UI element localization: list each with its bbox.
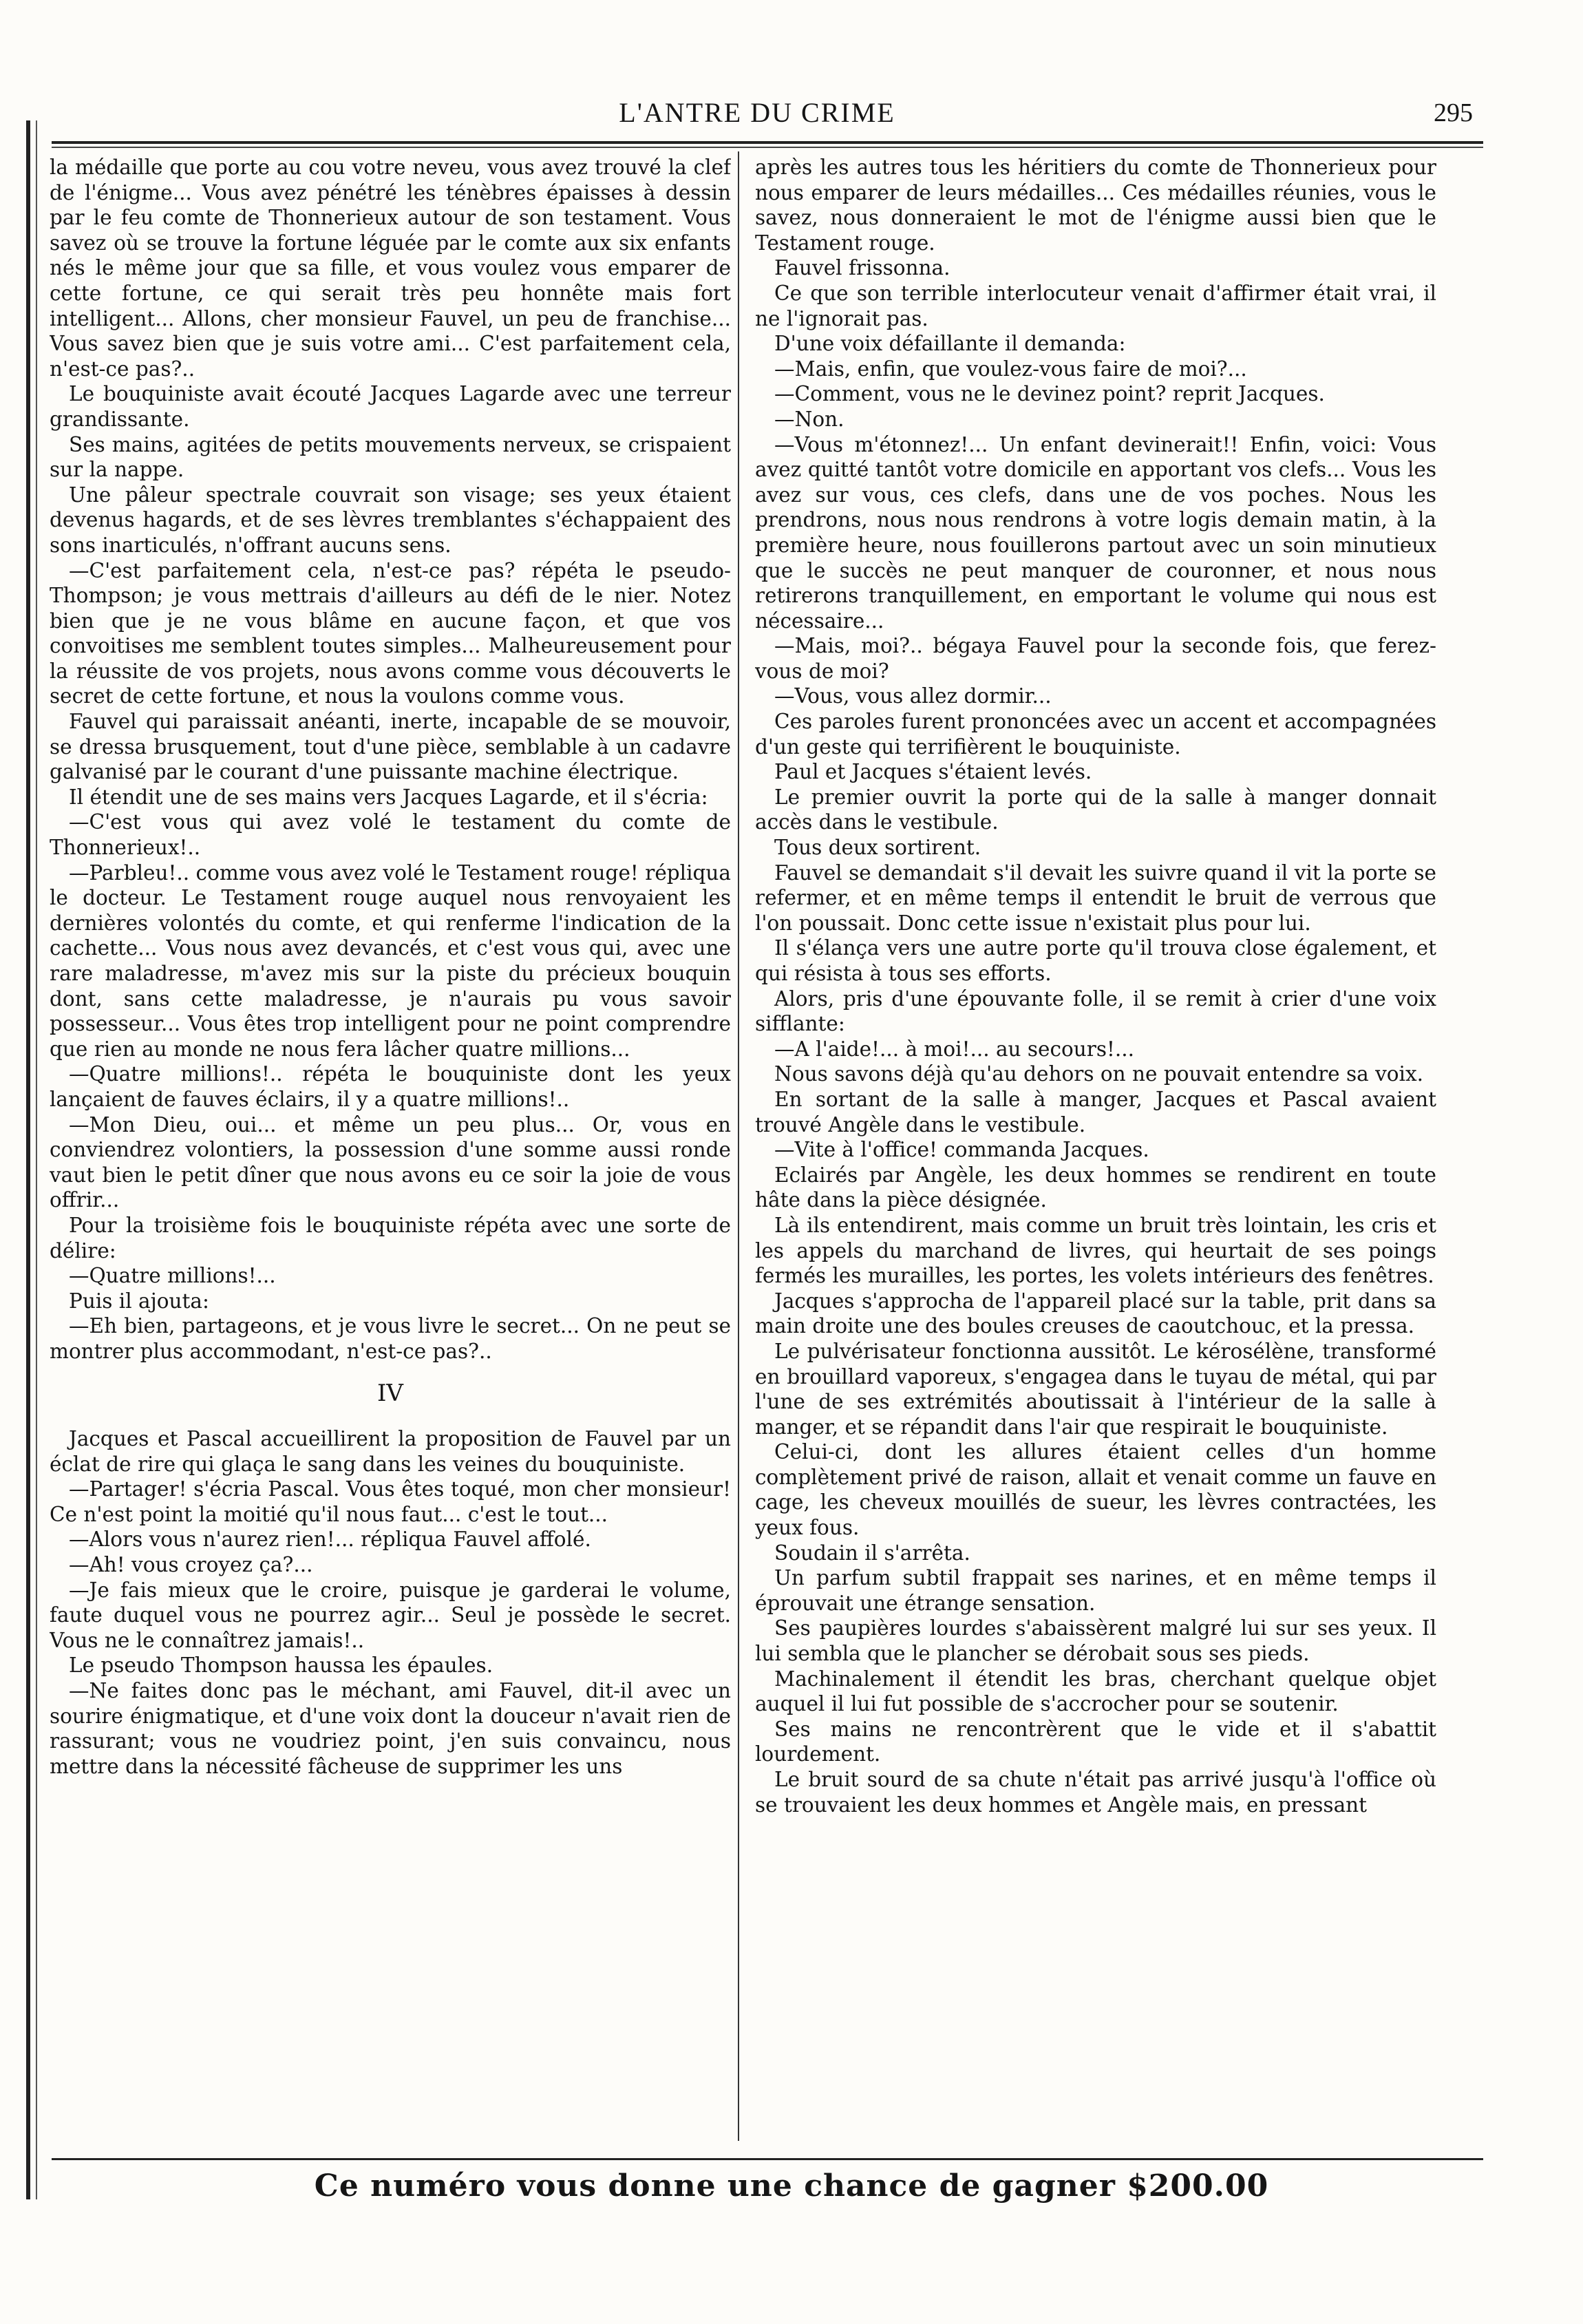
left-column [50, 155, 731, 2155]
running-title: L'ANTRE DU CRIME [619, 97, 895, 128]
right-column [755, 155, 1436, 2155]
paragraph: —Vous m'étonnez!... Un enfant devinerait!! Enfin, voici: Vous avez quitté tantôt votre domicile en apportant vos clefs... Vous les avez sur vous, ces clefs, dans une de vos poches. Nous les prendrons, nous nous rendrons à votre logis demain matin, à la première heure, nous fouillerons partout avec un soin minutieux que le succès ne peut manquer de couronner, et nous nous retirerons tranquillement, en emportant le volume qui nous est nécessaire... [755, 432, 1436, 633]
paragraph: —C'est parfaitement cela, n'est-ce pas? répéta le pseudo-Thompson; je vous mettrais d'ailleurs au défi de le nier. Notez bien que je ne vous blâme en aucune façon, et que vos convoitises me semblent toutes simples... Malheureusement pour la réussite de vos projets, nous avons comme vous découverts le secret de cette fortune, et nous la voulons comme vous. [50, 558, 731, 708]
paragraph: Puis il ajouta: [69, 1289, 209, 1313]
right-column-paragraphs [755, 155, 1436, 1817]
paragraph: —Eh bien, partageons, et je vous livre le secret... On ne peut se montrer plus accommodant, n'est-ce pas?.. [50, 1314, 731, 1363]
page-header [41, 96, 1473, 138]
paragraph: Ce que son terrible interlocuteur venait d'affirmer était vrai, il ne l'ignorait pas. [755, 281, 1436, 330]
paragraph: Jacques s'approcha de l'appareil placé sur la table, prit dans sa main droite une des boules creuses de caoutchouc, et la pressa. [755, 1289, 1436, 1338]
paragraph: Tous deux sortirent. [774, 836, 981, 860]
paragraph: Fauvel se demandait s'il devait les suivre quand il vit la porte se refermer, et en même temps il entendit le bruit de verrous que l'on poussait. Donc cette issue n'existait plus pour lui. [755, 860, 1436, 935]
paragraph: —Quatre millions!... [69, 1264, 276, 1288]
paragraph: Le bouquiniste avait écouté Jacques Lagarde avec une terreur grandissante. [50, 382, 731, 431]
page-number: 295 [1434, 98, 1473, 127]
paragraph: Nous savons déjà qu'au dehors on ne pouvait entendre sa voix. [774, 1062, 1423, 1086]
footer-banner: Ce numéro vous donne une chance de gagner $200.00 [314, 2168, 1269, 2204]
left-column-paragraphs [50, 155, 731, 1364]
paragraph: —Mon Dieu, oui... et même un peu plus... Or, vous en conviendrez volontiers, la possession d'une somme aussi ronde vaut bien le petit dîner que nous avons eu ce soir la joie de vous offrir... [50, 1112, 731, 1212]
paragraph: Paul et Jacques s'étaient levés. [774, 760, 1092, 784]
paragraph: après les autres tous les héritiers du comte de Thonnerieux pour nous emparer de leurs médailles... Ces médailles réunies, vous le savez, nous donneraient le mot de l'énigme aussi bien que le Testament rouge. [755, 156, 1436, 255]
paragraph: la médaille que porte au cou votre neveu, vous avez trouvé la clef de l'énigme... Vous avez pénétré les ténèbres épaisses à dessin par le feu comte de Thonnerieux autour de son testament. Vous savez où se trouve la fortune léguée par le comte aux six enfants nés le même jour que sa fille, et vous voulez vous emparer de cette fortune, ce qui serait très peu honnête mais fort intelligent... Allons, cher monsieur Fauvel, un peu de franchise... Vous savez bien que je suis votre ami... C'est parfaitement cela, n'est-ce pas?.. [50, 156, 731, 381]
column-divider [738, 151, 739, 2141]
paragraph: —Parbleu!.. comme vous avez volé le Testament rouge! répliqua le docteur. Le Testament rouge auquel nous renvoyaient les dernières volontés du comte, et qui renferme l'indication de la cachette... Vous nous avez devancés, et c'est vous qui, avec une rare maladresse, m'avez mis sur la piste du précieux bouquin dont, sans cette maladresse, je n'aurais pu vous savoir possesseur... Vous êtes trop intelligent pour ne point comprendre que rien au monde ne nous fera lâcher quatre millions... [50, 860, 731, 1061]
paragraph: Ses mains, agitées de petits mouvements nerveux, se crispaient sur la nappe. [50, 432, 731, 482]
paragraph: Le premier ouvrit la porte qui de la salle à manger donnait accès dans le vestibule. [755, 785, 1436, 834]
paragraph: Ces paroles furent prononcées avec un accent et accompagnées d'un geste qui terrifièrent le bouquiniste. [755, 710, 1436, 759]
paragraph: —Vous, vous allez dormir... [774, 684, 1052, 708]
paragraph: —Comment, vous ne le devinez point? reprit Jacques. [774, 382, 1325, 406]
paragraph: Là ils entendirent, mais comme un bruit très lointain, les cris et les appels du marchand de livres, qui heurtait de ses poings fermés les murailles, les portes, les volets intérieurs des fenêtres. [755, 1213, 1436, 1288]
paragraph: —Alors vous n'aurez rien!... répliqua Fauvel affolé. [69, 1528, 591, 1552]
paragraph: Le pulvérisateur fonctionna aussitôt. Le kérosélène, transformé en brouillard vaporeux, s'engagea dans le tuyau de métal, qui par l'une de ses extrémités aboutissait à l'intérieur de la salle à manger, et se répandit dans l'air que respirait le bouquiniste. [755, 1339, 1436, 1439]
paragraph: Eclairés par Angèle, les deux hommes se rendirent en toute hâte dans la pièce désignée. [755, 1163, 1436, 1212]
paragraph: —Ah! vous croyez ça?... [69, 1553, 313, 1577]
footer-rule [52, 2158, 1483, 2160]
paragraph: Le bruit sourd de sa chute n'était pas arrivé jusqu'à l'office où se trouvaient les deux hommes et Angèle mais, en pressant [755, 1768, 1436, 1817]
paragraph: Il s'élança vers une autre porte qu'il trouva close également, et qui résista à tous ses efforts. [755, 936, 1436, 985]
paragraph: Ses mains ne rencontrèrent que le vide et il s'abattit lourdement. [755, 1717, 1436, 1766]
paragraph: Machinalement il étendit les bras, cherchant quelque objet auquel il lui fut possible de s'accrocher pour se soutenir. [755, 1667, 1436, 1716]
paragraph: —A l'aide!... à moi!... au secours!... [774, 1037, 1135, 1061]
paragraph: Il étendit une de ses mains vers Jacques Lagarde, et il s'écria: [69, 785, 708, 809]
paragraph: —Quatre millions!.. répéta le bouquiniste dont les yeux lançaient de fauves éclairs, il y a quatre millions!.. [50, 1062, 731, 1111]
paragraph: En sortant de la salle à manger, Jacques et Pascal avaient trouvé Angèle dans le vestibule. [755, 1087, 1436, 1137]
paragraph: Le pseudo Thompson haussa les épaules. [69, 1654, 493, 1678]
left-edge-border [26, 120, 30, 2199]
paragraph: —Mais, enfin, que voulez-vous faire de moi?... [774, 357, 1247, 381]
paragraph: Ses paupières lourdes s'abaissèrent malgré lui sur ses yeux. Il lui sembla que le plancher se dérobait sous ses pieds. [755, 1616, 1436, 1666]
left-edge-border-thin [36, 120, 37, 2199]
paragraph: Un parfum subtil frappait ses narines, et en même temps il éprouvait une étrange sensation. [755, 1566, 1436, 1615]
paragraph: Une pâleur spectrale couvrait son visage; ses yeux étaient devenus hagards, et de ses lèvres tremblantes s'échappaient des sons inarticulés, n'offrant aucuns sens. [50, 483, 731, 557]
paragraph: —Vite à l'office! commanda Jacques. [774, 1138, 1149, 1162]
paragraph: Celui-ci, dont les allures étaient celles d'un homme complètement privé de raison, allait et venait comme un fauve en cage, les cheveux mouillés de sueur, les lèvres contractées, les yeux fous. [755, 1440, 1436, 1540]
paragraph: —C'est vous qui avez volé le testament du comte de Thonnerieux!.. [50, 810, 731, 860]
left-column-paragraphs-after [50, 1426, 731, 1779]
paragraph: Fauvel frissonna. [774, 256, 950, 280]
paragraph: —Non. [774, 407, 844, 431]
header-rule-thin [52, 147, 1483, 148]
section-title: IV [377, 1379, 403, 1407]
header-rule [52, 141, 1483, 144]
paragraph: Soudain il s'arrêta. [774, 1541, 970, 1565]
paragraph: —Partager! s'écria Pascal. Vous êtes toqué, mon cher monsieur! Ce n'est point la moitié qu'il nous faut... c'est le tout... [50, 1477, 731, 1526]
paragraph: Fauvel qui paraissait anéanti, inerte, incapable de se mouvoir, se dressa brusquement, tout d'une pièce, semblable à un cadavre galvanisé par le courant d'une puissante machine électrique. [50, 710, 731, 784]
paragraph: D'une voix défaillante il demanda: [774, 332, 1126, 356]
paragraph: Pour la troisième fois le bouquiniste répéta avec une sorte de délire: [50, 1213, 731, 1263]
paragraph: —Mais, moi?.. bégaya Fauvel pour la seconde fois, que ferez-vous de moi? [755, 634, 1436, 683]
paragraph: Alors, pris d'une épouvante folle, il se remit à crier d'une voix sifflante: [755, 986, 1436, 1036]
paragraph: —Ne faites donc pas le méchant, ami Fauvel, dit-il avec un sourire énigmatique, et d'une voix dont la douceur n'avait rien de rassurant; vous ne voudriez point, j'en suis convaincu, nous mettre dans la nécessité fâcheuse de supprimer les uns [50, 1679, 731, 1778]
paragraph: —Je fais mieux que le croire, puisque je garderai le volume, faute duquel vous ne pourrez agir... Seul je possède le secret. Vous ne le connaîtrez jamais!.. [50, 1578, 731, 1652]
paragraph: Jacques et Pascal accueillirent la proposition de Fauvel par un éclat de rire qui glaça le sang dans les veines du bouquiniste. [50, 1427, 731, 1476]
